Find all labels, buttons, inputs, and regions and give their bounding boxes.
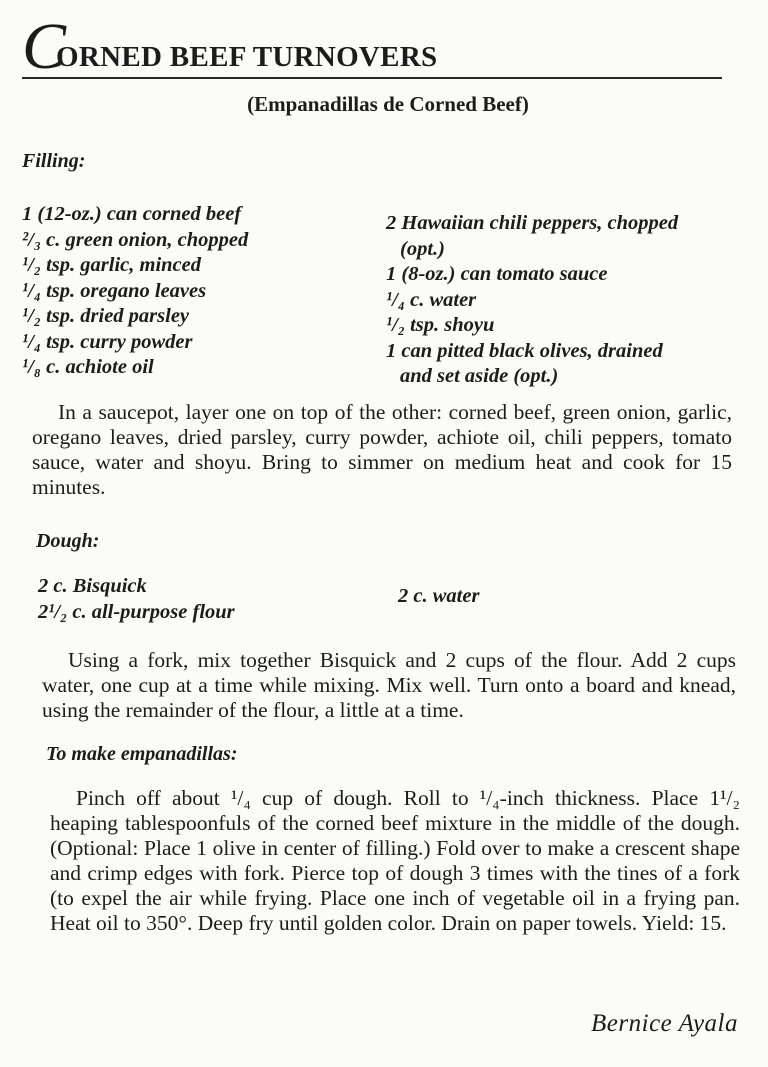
recipe-subtitle: (Empanadillas de Corned Beef) xyxy=(247,92,529,116)
ingredient-item: (opt.) xyxy=(400,237,445,260)
ingredient-item: ²/₃ c. green onion, chopped xyxy=(22,228,249,251)
filling-label: Filling: xyxy=(22,150,86,172)
ingredient-item: 2 c. water xyxy=(398,585,480,607)
dough-label: Dough: xyxy=(36,530,100,552)
ingredient-item: 1 (8-oz.) can tomato sauce xyxy=(386,263,608,285)
empanadillas-instructions: Pinch off about ¹/₄ cup of dough. Roll to ¹/₄-inch thickness. Place 1¹/₂ heaping tablespoonfuls of the corned beef mixture in the middle of the dough. (Optional: Place 1 olive in center of filling.) Fold over to make a crescent shape and crimp edges with fork. Pierce top of dough 3 times with the tines of a fork (to expel the air while frying. Place one inch of vegetable oil in a frying pan. Heat oil to 350°. Deep fry until golden color. Drain on paper towels. Yield: 15. xyxy=(50,786,740,935)
ingredient-item: 2 Hawaiian chili peppers, chopped xyxy=(386,212,679,234)
ingredient-item: ¹/₂ tsp. dried parsley xyxy=(22,305,190,327)
dough-ingredients-right xyxy=(398,584,479,610)
filling-ingredients-right xyxy=(386,211,678,390)
ingredient-item: ¹/₂ tsp. garlic, minced xyxy=(22,254,201,276)
ingredient-item: ¹/₄ c. water xyxy=(386,288,477,311)
filling-ingredients-left xyxy=(22,202,248,381)
ingredient-item: ¹/₄ tsp. oregano leaves xyxy=(22,279,207,302)
title-underline xyxy=(22,77,722,79)
ingredient-item: ¹/₂ tsp. shoyu xyxy=(386,314,495,336)
ingredient-item: ¹/₄ tsp. curry powder xyxy=(22,330,193,353)
title-text: ORNED BEEF TURNOVERS xyxy=(56,41,438,73)
filling-instructions: In a saucepot, layer one on top of the other: corned beef, green onion, garlic, oregano leaves, dried parsley, curry powder, achiote oil, chili peppers, tomato sauce, water and shoyu. Bring to simmer on medium heat and cook for 15 minutes. xyxy=(32,400,732,499)
ingredient-item: 1 (12-oz.) can corned beef xyxy=(22,203,242,225)
recipe-title xyxy=(22,10,722,83)
ingredient-item: and set aside (opt.) xyxy=(400,365,559,387)
ingredient-item: 2 c. Bisquick xyxy=(38,575,147,597)
title-initial: C xyxy=(22,10,65,83)
dough-ingredients-left xyxy=(38,574,235,625)
ingredient-item: ¹/₈ c. achiote oil xyxy=(22,356,154,378)
dough-instructions: Using a fork, mix together Bisquick and 2 cups of the flour. Add 2 cups water, one cup at a time while mixing. Mix well. Turn onto a board and knead, using the remainder of the flour, a little at a time. xyxy=(42,648,736,722)
ingredient-item: 2¹/₂ c. all-purpose flour xyxy=(38,600,235,623)
ingredient-item: 1 can pitted black olives, drained xyxy=(386,339,663,362)
empanadillas-label: To make empanadillas: xyxy=(46,743,238,765)
author-signature: Bernice Ayala xyxy=(591,1010,738,1037)
